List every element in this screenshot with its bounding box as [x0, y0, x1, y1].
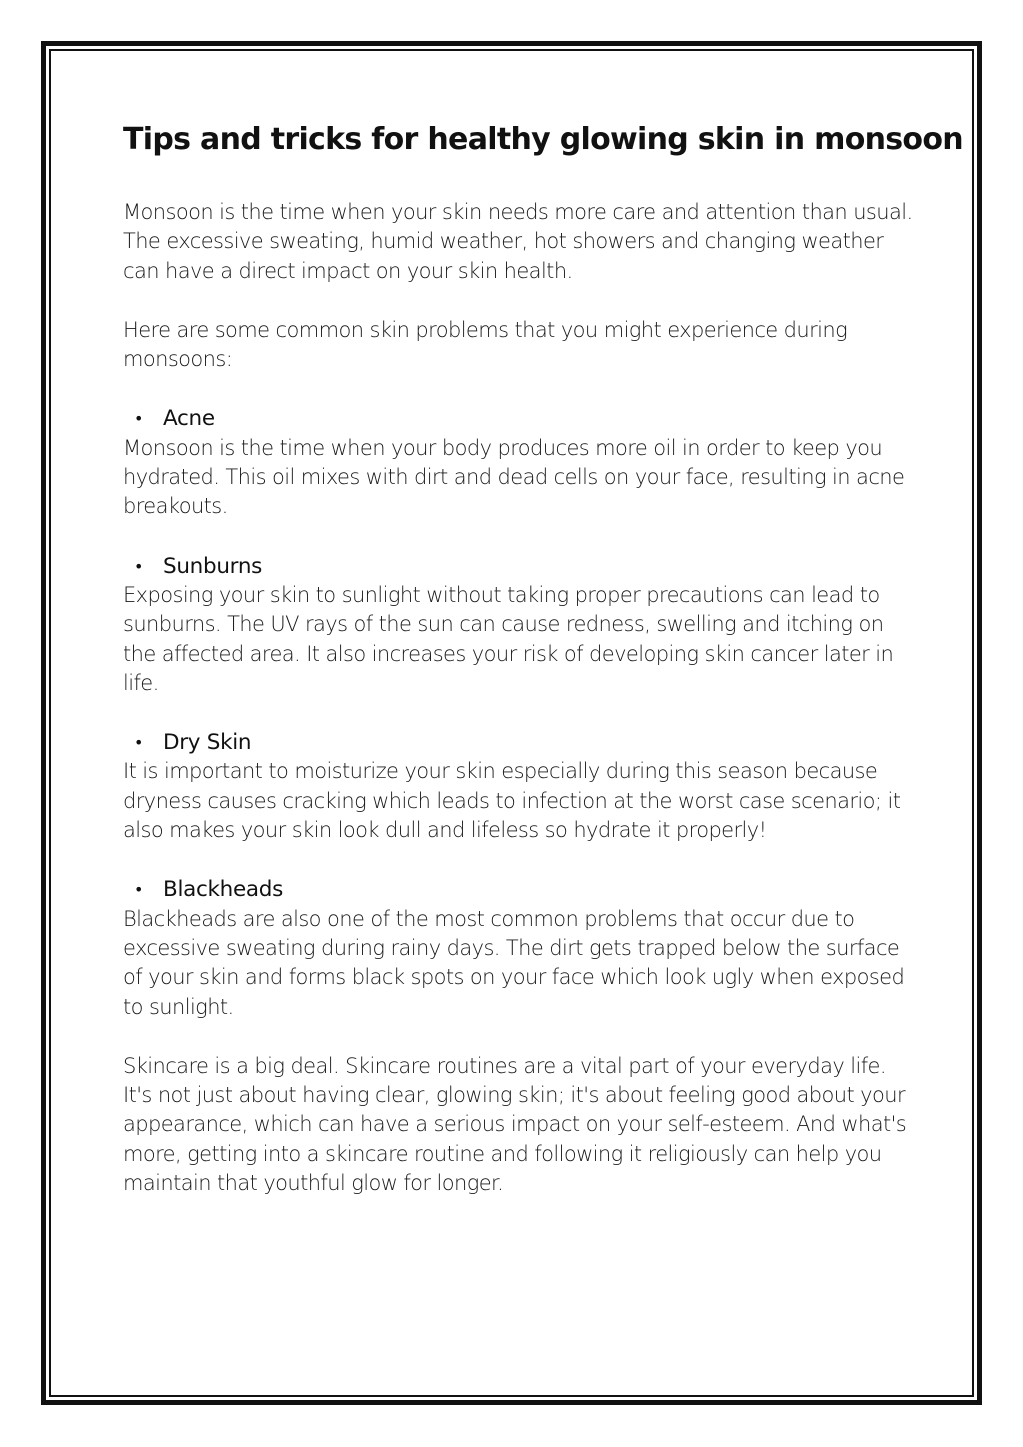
bullet-heading-text: Blackheads — [163, 877, 284, 903]
bullet-icon: • — [134, 733, 144, 753]
closing-paragraph: Skincare is a big deal. Skincare routines are a vital part of your everyday life. It's not just about having clear, glowing skin; it's about feeling good about your appearance, which can have a serious impact on your self-esteem. And what's more, getting into a skincare routine and following it religiously can help you maintain that youthful glow for longer. — [123, 1053, 907, 1196]
bullet-body: Exposing your skin to sunlight without taking proper precautions can lead to sunburns. The UV rays of the sun can cause redness, swelling and itching on the affected area. It also increases your risk of developing skin cancer later in life. — [123, 582, 894, 695]
problem-sunburns — [123, 552, 913, 698]
bullet-body: Monsoon is the time when your body produces more oil in order to keep you hydrated. This oil mixes with dirt and dead cells on your face, resulting in acne breakouts. — [123, 435, 905, 519]
problem-acne — [123, 404, 913, 521]
bullet-icon: • — [134, 409, 144, 429]
intro-paragraph: Monsoon is the time when your skin needs more care and attention than usual. The excessive sweating, humid weather, hot showers and changing weather can have a direct impact on your skin health. — [123, 200, 913, 283]
page-title: Tips and tricks for healthy glowing skin in monsoon — [123, 122, 963, 157]
bullet-icon: • — [134, 880, 144, 900]
bullet-heading — [123, 552, 913, 581]
bullet-heading-text: Sunburns — [163, 553, 263, 579]
bullet-body: It is important to moisturize your skin especially during this season because dryness causes cracking which leads to infection at the worst case scenario; it also makes your skin look dull and lifeless so hydrate it properly! — [123, 759, 901, 843]
bullet-heading — [123, 404, 913, 433]
bullet-heading-text: Acne — [163, 406, 215, 432]
bullet-icon: • — [134, 556, 144, 576]
bullet-heading-text: Dry Skin — [163, 730, 252, 756]
document-body — [123, 118, 963, 1198]
problem-blackheads — [123, 875, 913, 1021]
bullet-heading — [123, 875, 913, 904]
lead-in-paragraph: Here are some common skin problems that you might experience during monsoons: — [123, 317, 848, 372]
bullet-heading — [123, 728, 913, 757]
problem-dry-skin — [123, 728, 913, 845]
bullet-body: Blackheads are also one of the most common problems that occur due to excessive sweating during rainy days. The dirt gets trapped below the surface of your skin and forms black spots on your face which look ugly when exposed to sunlight. — [123, 906, 905, 1019]
